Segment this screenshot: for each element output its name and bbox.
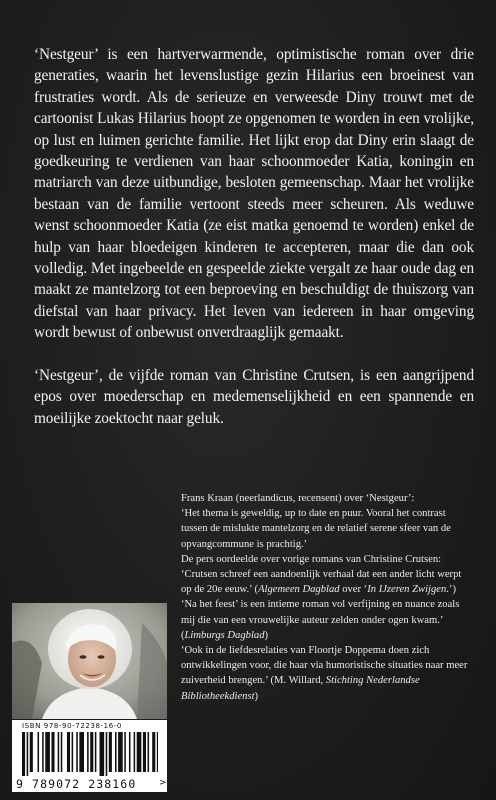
barcode-bar xyxy=(38,732,40,772)
barcode-bar xyxy=(76,732,78,772)
press-reviews xyxy=(181,491,471,704)
barcode-bar xyxy=(100,732,105,776)
barcode xyxy=(22,732,158,776)
barcode-bar xyxy=(152,732,155,772)
barcode-bar xyxy=(72,732,74,772)
review-4-text: ‘Ook in de liefdesrelaties van Floortje Doppema doen zich ontwikkelingen voor, die haar via humoristische situaties naar meer zuiverheid brengen.’ (M. Willard, xyxy=(181,645,468,687)
barcode-bar xyxy=(45,732,50,772)
barcode-bar xyxy=(22,732,25,776)
blurb-paragraph-1: ‘Nestgeur’ is een hartverwarmende, optimistische roman over drie generaties, waarin het levenslustige gezin Hilarius een broeinest van frustraties wordt. Als de serieuze en verweesde Diny trouwt met de cartoonist Lukas Hilarius hoopt ze opgenomen te worden in een vrolijke, op lust en luimen gerichte familie. Het lijkt erop dat Diny erin slaagt de goedkeuring te verdienen van haar schoonmoeder Katia, koningin en matriarch van deze uitbundige, besloten gemeenschap. Maar het vrolijke bestaan van de familie vertoont steeds meer scheuren. Als weduwe wenst schoonmoeder Katia (ze eist matka genoemd te worden) enkel de hulp van haar bloedeigen kinderen te accepteren, maar die dan ook volledig. Met ingebeelde en gespeelde ziekte vergalt ze haar oude dag en maakt ze mantelzorg tot een beproeving en beschuldigt de thuiszorg van diefstal van haar privacy. Het leven van iedereen in haar omgeving wordt bewust of onbewust onverdraaglijk gemaakt. xyxy=(34,46,474,342)
ean-arrow: > xyxy=(159,778,167,788)
ean-digits: 9 789072 238160 xyxy=(16,777,137,791)
isbn-barcode-block xyxy=(12,720,167,792)
barcode-bar xyxy=(51,732,54,772)
author-portrait-illustration xyxy=(12,603,167,719)
review-4-quote xyxy=(181,643,471,704)
review-2-quote xyxy=(181,567,471,597)
author-photo xyxy=(12,603,167,719)
barcode-bar xyxy=(58,732,60,772)
barcode-bar xyxy=(129,732,131,772)
review-3-text: ‘Na het feest’ is een intieme roman vol verfijning en nuance zoals mij die van een vrouwelijke auteur zelden onder ogen kwam.’ ( xyxy=(181,599,460,641)
review-2-source: Algemeen Dagblad xyxy=(258,584,340,596)
barcode-bar xyxy=(137,732,142,772)
barcode-bar xyxy=(148,732,150,772)
barcode-bar xyxy=(79,732,84,772)
barcode-bar xyxy=(30,732,33,772)
review-1-intro: Frans Kraan (neerlandicus, recensent) over ‘Nestgeur’: xyxy=(181,493,415,504)
barcode-bar xyxy=(87,732,89,772)
barcode-bar xyxy=(143,732,146,772)
barcode-bar xyxy=(157,732,158,772)
blurb-text xyxy=(34,44,474,429)
review-3-source: Limburgs Dagblad xyxy=(184,629,265,641)
barcode-bar xyxy=(27,732,29,776)
review-2-intro: De pers oordeelde over vorige romans van Christine Crutsen: xyxy=(181,553,442,565)
review-2-title: In IJzeren Zwijgen xyxy=(367,584,447,596)
review-4-source: Stichting Nederlandse Bibliotheekdienst xyxy=(181,675,420,702)
barcode-bar xyxy=(109,732,112,772)
blurb-paragraph-2: ‘Nestgeur’, de vijfde roman van Christine Crutsen, is een aangrijpend epos over moederschap en medemenselijkheid en een spannende en moeilijke zoektocht naar geluk. xyxy=(34,366,474,427)
isbn-label: ISBN 978-90-72238-16-0 xyxy=(22,722,122,730)
review-4-end: ) xyxy=(254,690,259,702)
barcode-bar xyxy=(67,732,70,772)
review-2-text: ‘Crutsen schreef een aandoenlijk verhaal dat een ander licht werpt op de 20e eeuw.’ ( xyxy=(181,569,462,596)
barcode-bar xyxy=(61,732,63,772)
barcode-bar xyxy=(118,732,123,772)
review-1-quote: ‘Het thema is geweldig, up to date en puur. Vooral het contrast tussen de mislukte mantelzorg en de relatief serene sfeer van de opvangcommune is prachtig.’ xyxy=(181,508,451,550)
barcode-bar xyxy=(106,732,108,776)
barcode-bar xyxy=(90,732,93,772)
barcode-bar xyxy=(95,732,97,772)
review-3-quote xyxy=(181,597,471,643)
review-3-end: ) xyxy=(264,629,269,641)
review-2-mid: over ‘ xyxy=(339,584,368,596)
barcode-bar xyxy=(115,732,117,772)
barcode-bar xyxy=(134,732,136,772)
barcode-bar xyxy=(42,732,44,772)
barcode-bar xyxy=(124,732,126,772)
review-2-end: .’) xyxy=(446,584,456,596)
